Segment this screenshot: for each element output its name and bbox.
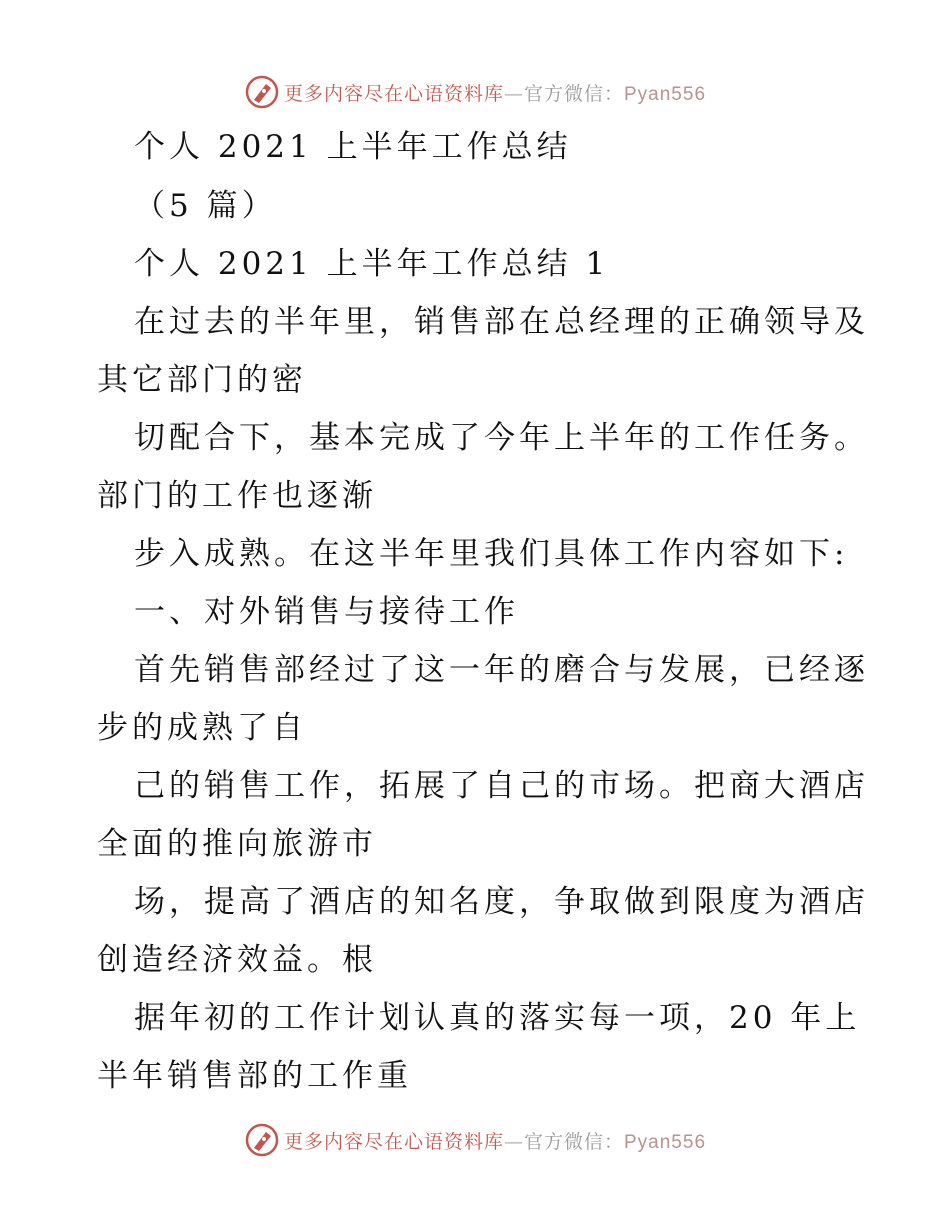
- watermark-wechat-id: Pyan556: [624, 1131, 707, 1153]
- watermark-label: 官方微信：: [523, 1130, 624, 1153]
- watermark-text: [284, 1127, 706, 1154]
- paragraph-line: 部门的工作也逐渐: [97, 478, 377, 514]
- watermark-text: [284, 79, 706, 106]
- paragraph-line: 己的销售工作，拓展了自己的市场。把商大酒店: [134, 768, 869, 804]
- paragraph-line: 在过去的半年里，销售部在总经理的正确领导及: [134, 304, 869, 340]
- watermark-label: 官方微信：: [523, 82, 624, 105]
- pen-nib-logo-icon: [244, 1122, 280, 1158]
- subsection-heading: 一、对外销售与接待工作: [134, 594, 519, 630]
- paragraph-line: 切配合下，基本完成了今年上半年的工作任务。: [134, 420, 869, 456]
- watermark-brand: 更多内容尽在心语资料库: [283, 1130, 504, 1153]
- watermark-brand: 更多内容尽在心语资料库: [283, 82, 504, 105]
- paragraph-line: 半年销售部的工作重: [97, 1058, 412, 1094]
- watermark-separator: —: [503, 1130, 524, 1153]
- document-title: 个人 2021 上半年工作总结: [134, 129, 572, 165]
- paragraph-line: 场，提高了酒店的知名度，争取做到限度为酒店: [134, 884, 869, 920]
- watermark-footer: [0, 1120, 950, 1160]
- paragraph-line: 全面的推向旅游市: [97, 826, 377, 862]
- section-heading: 个人 2021 上半年工作总结 1: [134, 246, 610, 282]
- paragraph-line: 首先销售部经过了这一年的磨合与发展，已经逐: [134, 652, 869, 688]
- watermark-wechat-id: Pyan556: [624, 83, 707, 105]
- watermark-separator: —: [503, 82, 524, 105]
- paragraph-line: 步入成熟。在这半年里我们具体工作内容如下:: [134, 536, 849, 572]
- paragraph-line: 步的成熟了自: [97, 710, 307, 746]
- document-subtitle: （5 篇）: [134, 188, 277, 224]
- paragraph-line: 据年初的工作计划认真的落实每一项，20 年上: [134, 1000, 861, 1036]
- paragraph-line: 创造经济效益。根: [97, 942, 377, 978]
- paragraph-line: 其它部门的密: [97, 362, 307, 398]
- pen-nib-logo-icon: [244, 74, 280, 110]
- watermark-header: [0, 72, 950, 112]
